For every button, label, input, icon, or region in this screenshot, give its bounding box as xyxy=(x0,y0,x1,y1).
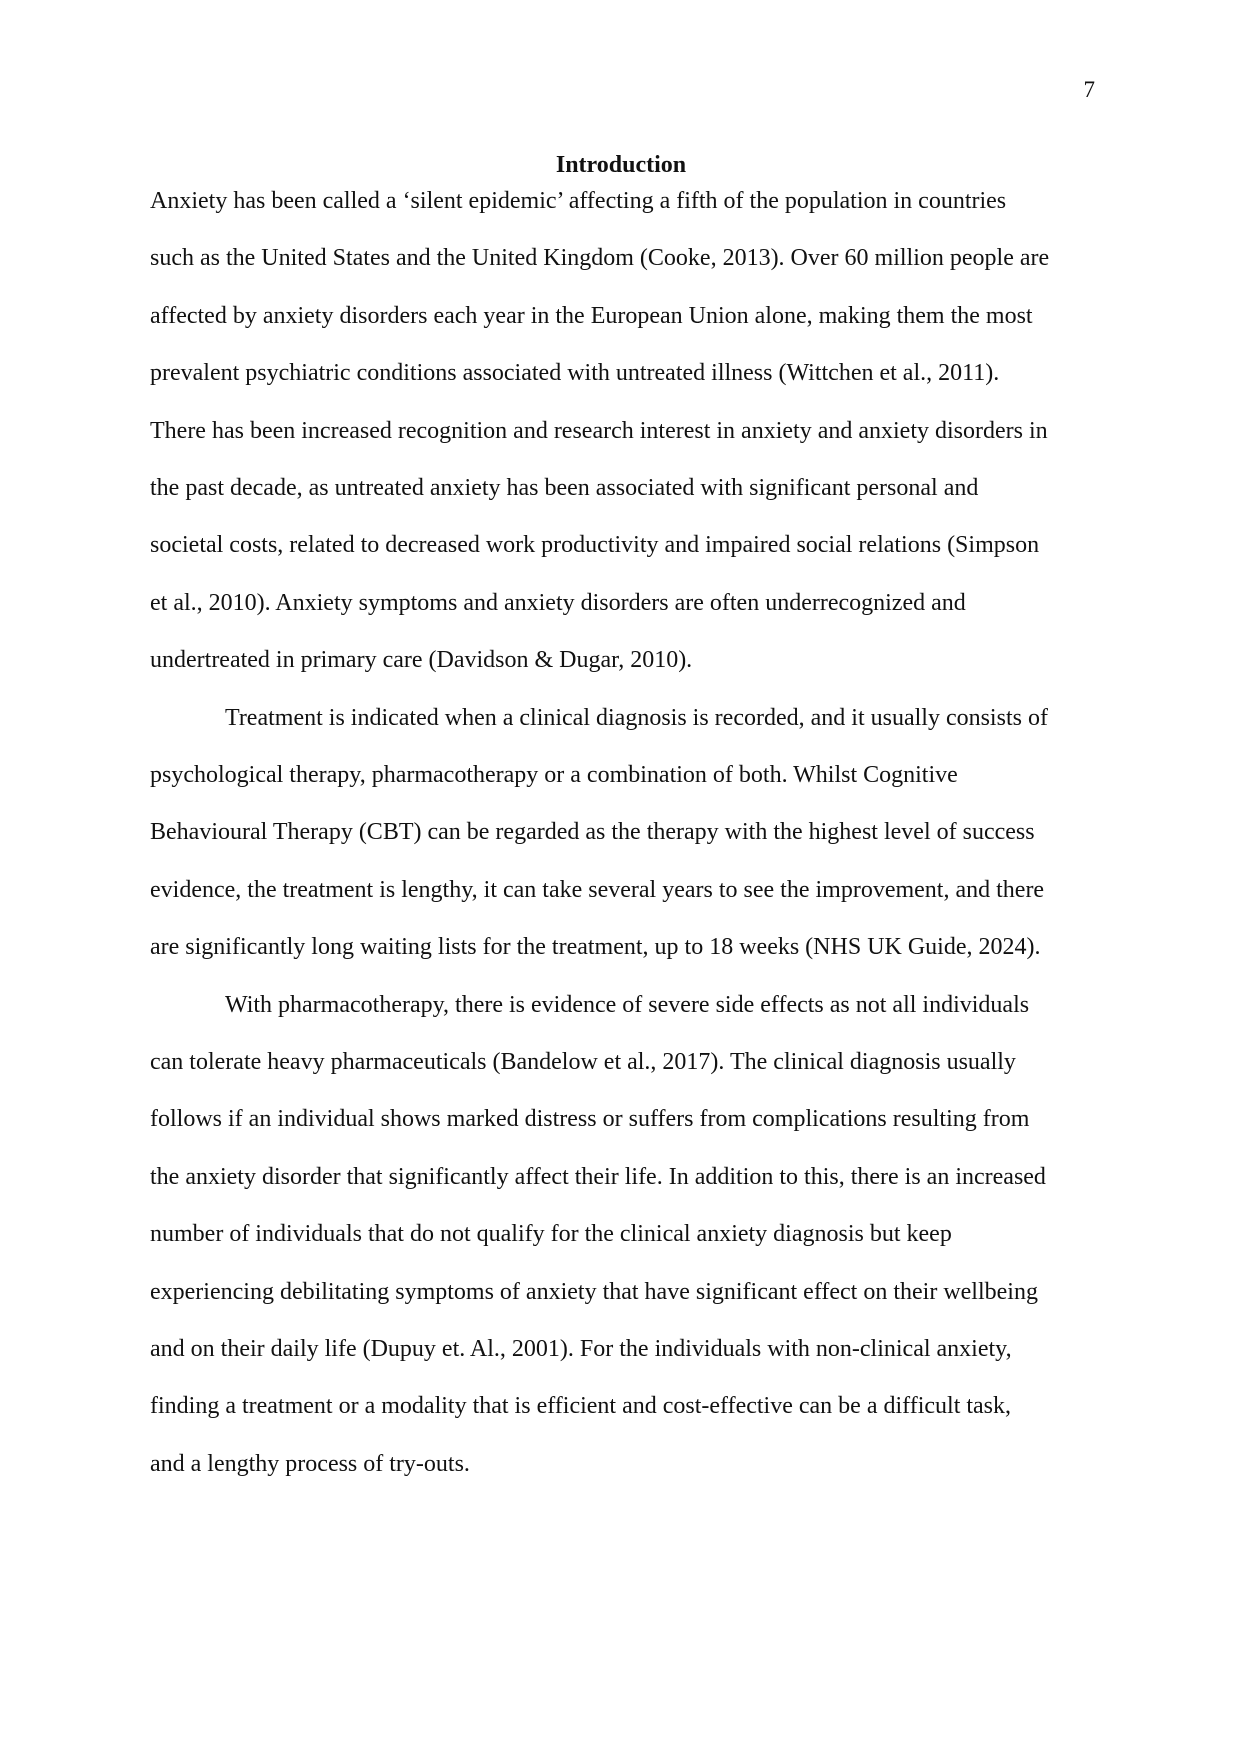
text-line: prevalent psychiatric conditions associated with untreated illness (Wittchen et al., 2011). xyxy=(150,360,1000,387)
page-number: 7 xyxy=(1083,77,1095,102)
text-line: There has been increased recognition and research interest in anxiety and anxiety disorders in xyxy=(150,417,1048,444)
text-line: et al., 2010). Anxiety symptoms and anxiety disorders are often underrecognized and xyxy=(150,589,966,616)
text-line: psychological therapy, pharmacotherapy or a combination of both. Whilst Cognitive xyxy=(150,762,958,788)
text-line: such as the United States and the United Kingdom (Cooke, 2013). Over 60 million people are xyxy=(150,245,1050,272)
text-line: With pharmacotherapy, there is evidence of severe side effects as not all individuals xyxy=(225,991,1030,1018)
text-line: societal costs, related to decreased work productivity and impaired social relations (Simpson xyxy=(150,532,1040,559)
text-line: can tolerate heavy pharmaceuticals (Bandelow et al., 2017). The clinical diagnosis usually xyxy=(150,1049,1016,1075)
text-line: the past decade, as untreated anxiety has been associated with significant personal and xyxy=(150,475,979,501)
text-line: experiencing debilitating symptoms of anxiety that have significant effect on their wellbeing xyxy=(150,1278,1038,1305)
text-line: number of individuals that do not qualify for the clinical anxiety diagnosis but keep xyxy=(150,1221,952,1248)
text-line: the anxiety disorder that significantly affect their life. In addition to this, there is an increased xyxy=(150,1163,1046,1190)
text-line: are significantly long waiting lists for the treatment, up to 18 weeks (NHS UK Guide, 2024). xyxy=(150,934,1041,961)
text-line: evidence, the treatment is lengthy, it can take several years to see the improvement, and there xyxy=(150,876,1045,903)
text-line: affected by anxiety disorders each year in the European Union alone, making them the most xyxy=(150,302,1033,329)
text-line: undertreated in primary care (Davidson & Dugar, 2010). xyxy=(150,647,693,674)
text-line: follows if an individual shows marked distress or suffers from complications resulting from xyxy=(150,1106,1030,1133)
text-line: Treatment is indicated when a clinical diagnosis is recorded, and it usually consists of xyxy=(225,704,1048,731)
text-line: and a lengthy process of try-outs. xyxy=(150,1450,470,1477)
text-line: finding a treatment or a modality that is efficient and cost-effective can be a difficult task, xyxy=(150,1393,1012,1420)
text-line: and on their daily life (Dupuy et. Al., 2001). For the individuals with non-clinical anxiety, xyxy=(150,1336,1012,1362)
text-line: Behavioural Therapy (CBT) can be regarded as the therapy with the highest level of success xyxy=(150,819,1035,846)
text-line: Anxiety has been called a ‘silent epidemic’ affecting a fifth of the population in countries xyxy=(150,188,1007,214)
section-heading: Introduction xyxy=(555,152,687,178)
